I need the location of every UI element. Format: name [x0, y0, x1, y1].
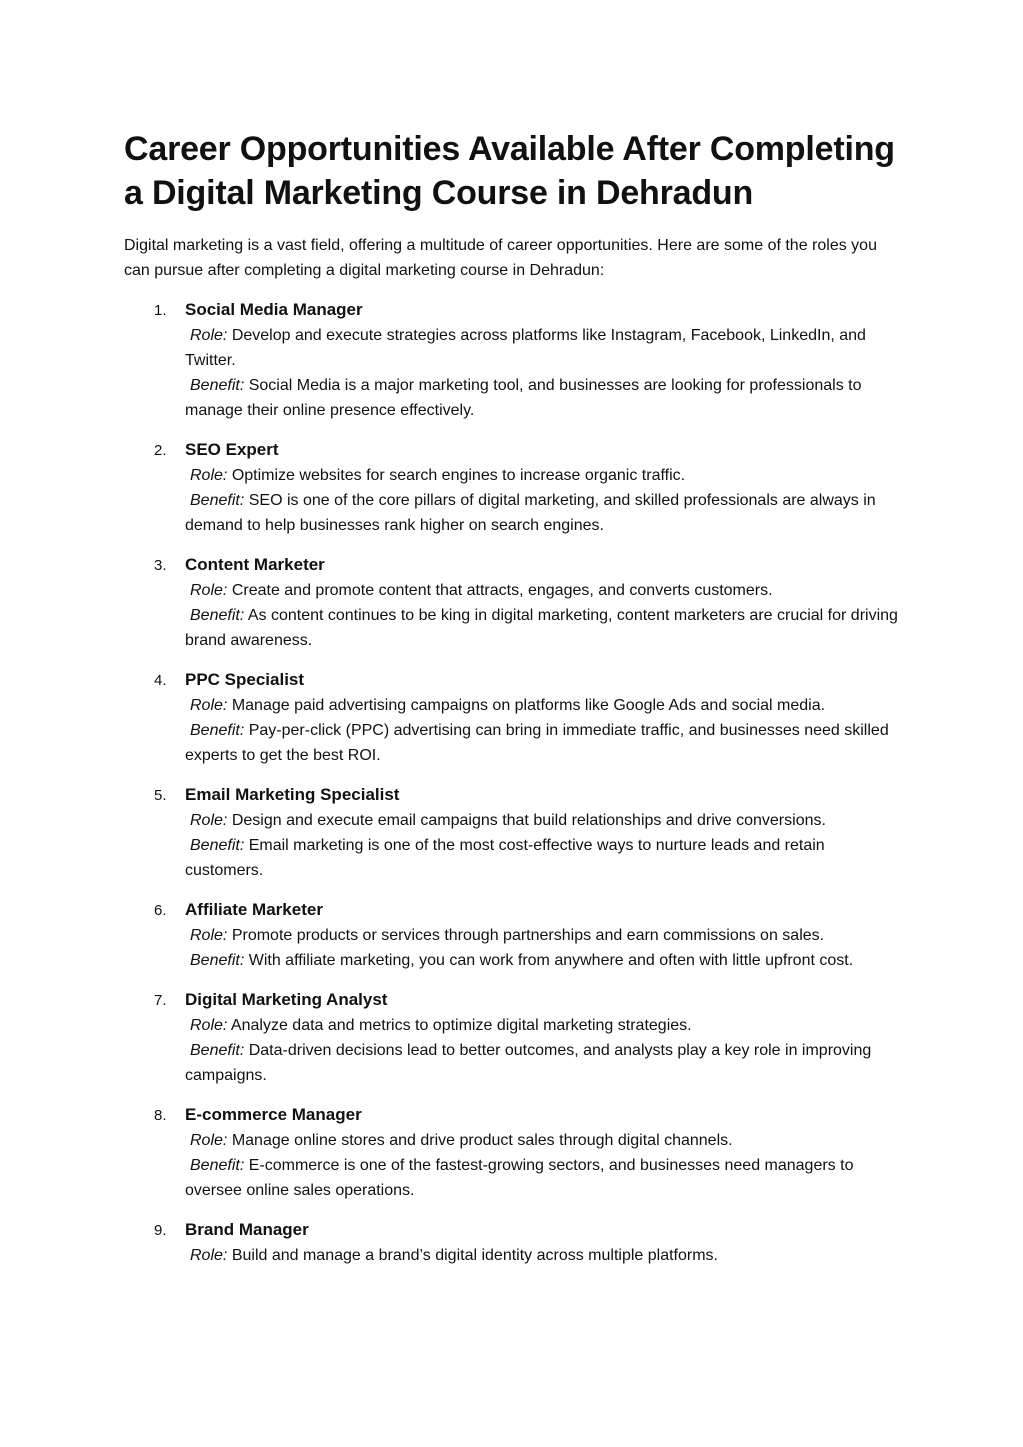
list-item-digital-marketing-analyst: [124, 987, 904, 1088]
role-text: Optimize websites for search engines to increase organic traffic.: [231, 467, 686, 484]
benefit-description: [185, 373, 904, 423]
role-label: Role:: [190, 1132, 228, 1149]
benefit-label: Benefit:: [190, 377, 245, 394]
role-description: [185, 1243, 904, 1268]
benefit-description: [185, 488, 904, 538]
role-title: Social Media Manager: [185, 300, 363, 319]
benefit-text: With affiliate marketing, you can work from anywhere and often with little upfront cost.: [248, 952, 854, 969]
benefit-text: As content continues to be king in digital marketing, content marketers are crucial for driving brand awareness.: [185, 607, 898, 649]
role-title: Content Marketer: [185, 555, 325, 574]
list-item-number: 7.: [154, 992, 167, 1009]
role-title: E-commerce Manager: [185, 1105, 362, 1124]
intro-paragraph: Digital marketing is a vast field, offering a multitude of career opportunities. Here are some of the roles you can pursue after completing a digital marketing course in Dehradun:: [124, 237, 877, 279]
benefit-text: Email marketing is one of the most cost-effective ways to nurture leads and retain customers.: [185, 837, 825, 879]
list-item-number: 8.: [154, 1107, 167, 1124]
role-label: Role:: [190, 812, 228, 829]
list-item-number: 5.: [154, 787, 167, 804]
list-item-affiliate-marketer: [124, 897, 904, 973]
document-page: [124, 127, 904, 1282]
role-description: [185, 808, 904, 833]
benefit-label: Benefit:: [190, 1042, 245, 1059]
role-title: PPC Specialist: [185, 670, 305, 689]
page-title-line-1: Career Opportunities Available After Completing: [124, 130, 895, 168]
benefit-text: E-commerce is one of the fastest-growing sectors, and businesses need managers to oversee online sales operations.: [185, 1157, 854, 1199]
page-title-line-2: a Digital Marketing Course in Dehradun: [124, 174, 754, 212]
benefit-label: Benefit:: [190, 952, 245, 969]
career-roles-list: [124, 297, 904, 1268]
list-item-email-marketing-specialist: [124, 782, 904, 883]
role-description: [185, 1128, 904, 1153]
benefit-description: [185, 1153, 904, 1203]
role-description: [185, 923, 904, 948]
benefit-text: Social Media is a major marketing tool, and businesses are looking for professionals to manage their online presence effectively.: [185, 377, 862, 419]
role-label: Role:: [190, 927, 228, 944]
role-text: Manage paid advertising campaigns on platforms like Google Ads and social media.: [231, 697, 826, 714]
benefit-description: [185, 948, 904, 973]
role-text: Analyze data and metrics to optimize digital marketing strategies.: [230, 1017, 692, 1034]
role-text: Promote products or services through partnerships and earn commissions on sales.: [231, 927, 825, 944]
role-title: SEO Expert: [185, 440, 279, 459]
list-item-number: 3.: [154, 557, 167, 574]
list-item-number: 2.: [154, 442, 167, 459]
role-description: [185, 323, 904, 373]
role-description: [185, 693, 904, 718]
list-item-social-media-manager: [124, 297, 904, 423]
benefit-description: [185, 603, 904, 653]
benefit-description: [185, 1038, 904, 1088]
benefit-text: Data-driven decisions lead to better outcomes, and analysts play a key role in improving campaigns.: [185, 1042, 872, 1084]
benefit-description: [185, 833, 904, 883]
benefit-label: Benefit:: [190, 722, 245, 739]
page-title: [124, 127, 904, 215]
role-label: Role:: [190, 327, 228, 344]
role-text: Design and execute email campaigns that build relationships and drive conversions.: [231, 812, 826, 829]
benefit-label: Benefit:: [190, 1157, 245, 1174]
list-item-content-marketer: [124, 552, 904, 653]
list-item-seo-expert: [124, 437, 904, 538]
list-item-e-commerce-manager: [124, 1102, 904, 1203]
benefit-label: Benefit:: [190, 837, 245, 854]
role-description: [185, 578, 904, 603]
list-item-ppc-specialist: [124, 667, 904, 768]
role-title: Digital Marketing Analyst: [185, 990, 388, 1009]
list-item-number: 1.: [154, 302, 167, 319]
role-label: Role:: [190, 467, 228, 484]
benefit-text: Pay-per-click (PPC) advertising can bring in immediate traffic, and businesses need skilled experts to get the best ROI.: [185, 722, 889, 764]
role-title: Affiliate Marketer: [185, 900, 323, 919]
benefit-label: Benefit:: [190, 492, 245, 509]
list-item-brand-manager: [124, 1217, 904, 1268]
list-item-number: 4.: [154, 672, 167, 689]
role-description: [185, 1013, 904, 1038]
role-label: Role:: [190, 697, 228, 714]
role-description: [185, 463, 904, 488]
role-label: Role:: [190, 1247, 228, 1264]
role-text: Develop and execute strategies across platforms like Instagram, Facebook, LinkedIn, and Twitter.: [185, 327, 866, 369]
role-label: Role:: [190, 582, 228, 599]
benefit-text: SEO is one of the core pillars of digital marketing, and skilled professionals are always in demand to help businesses rank higher on search engines.: [185, 492, 876, 534]
role-text: Manage online stores and drive product sales through digital channels.: [231, 1132, 733, 1149]
benefit-description: [185, 718, 904, 768]
role-label: Role:: [190, 1017, 228, 1034]
list-item-number: 6.: [154, 902, 167, 919]
list-item-number: 9.: [154, 1222, 167, 1239]
benefit-label: Benefit:: [190, 607, 245, 624]
role-text: Create and promote content that attracts, engages, and converts customers.: [231, 582, 773, 599]
role-text: Build and manage a brand’s digital identity across multiple platforms.: [231, 1247, 718, 1264]
role-title: Brand Manager: [185, 1220, 309, 1239]
role-title: Email Marketing Specialist: [185, 785, 400, 804]
